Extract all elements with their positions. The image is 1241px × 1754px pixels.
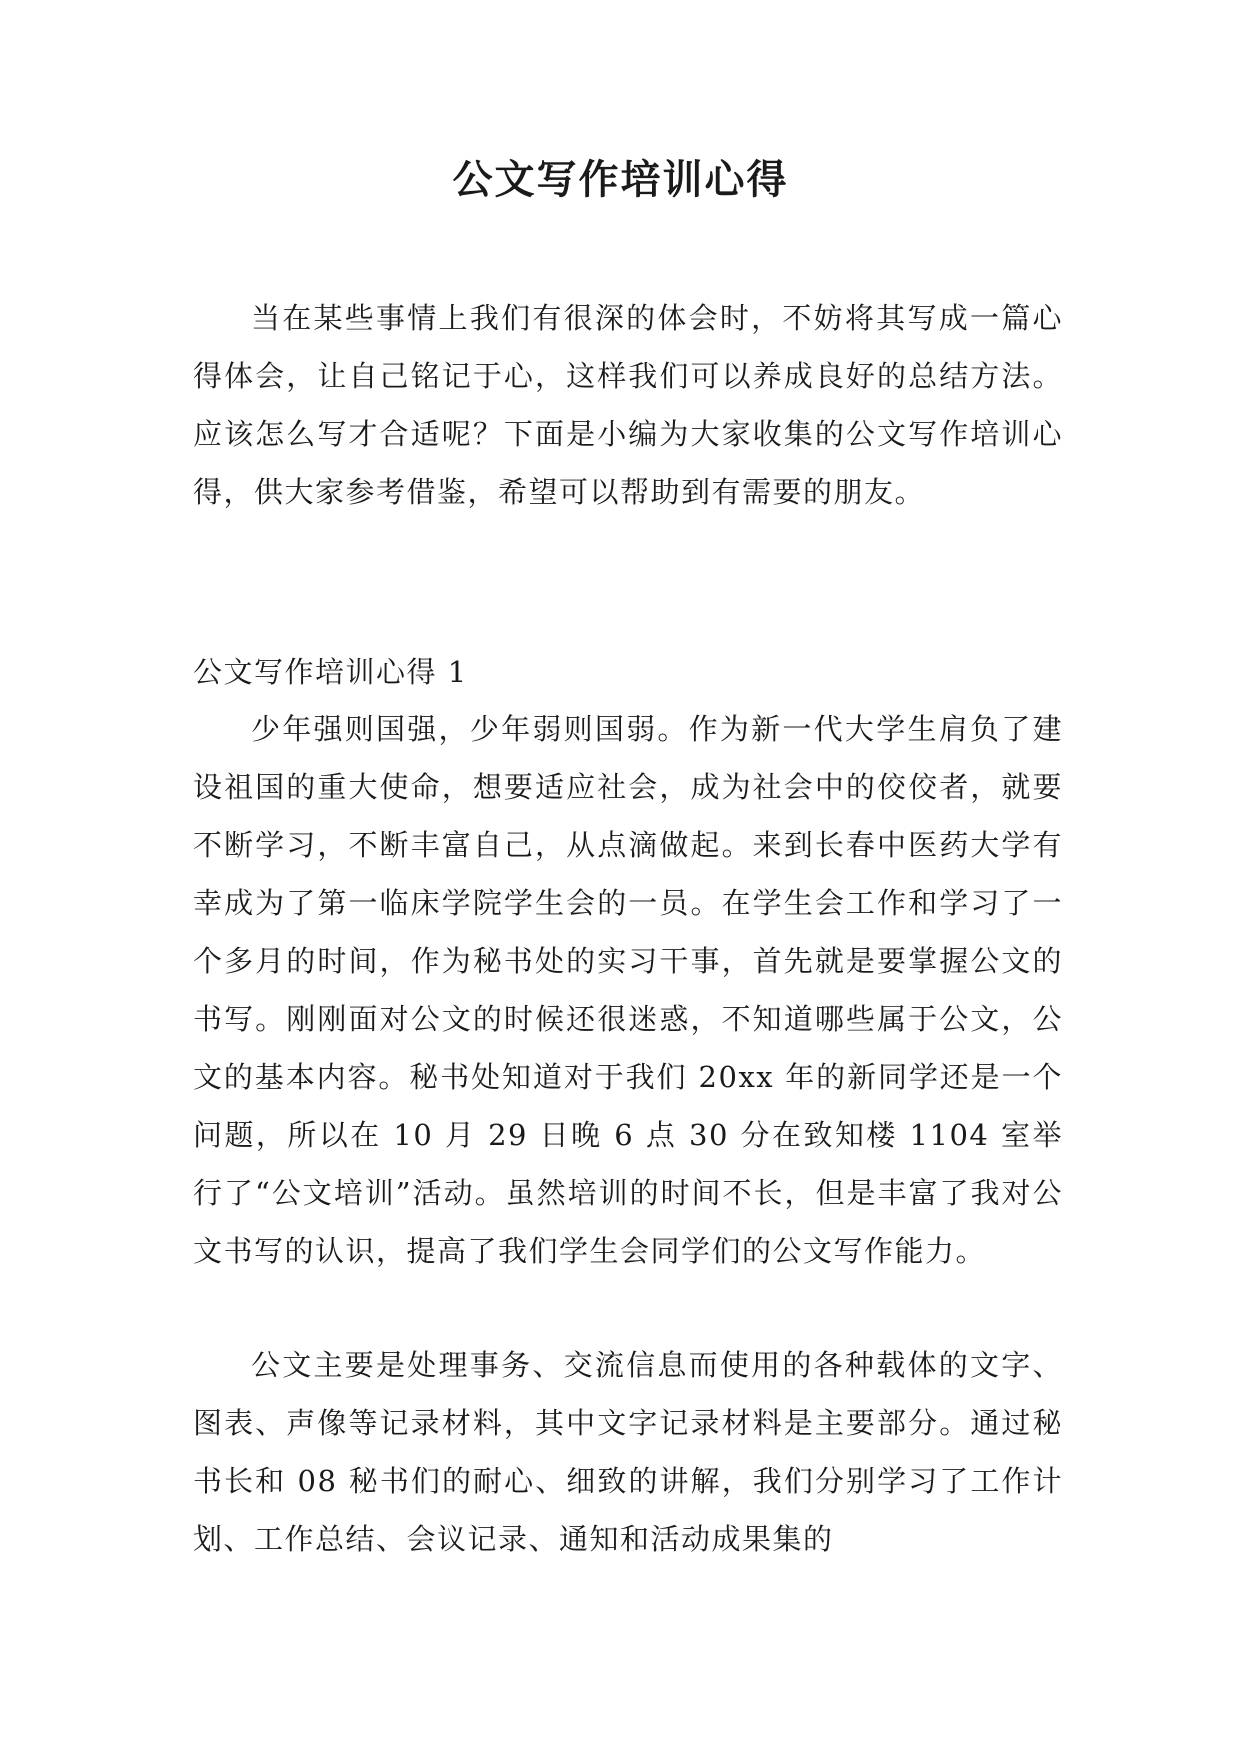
body-paragraph-2: 公文主要是处理事务、交流信息而使用的各种载体的文字、图表、声像等记录材料，其中文字记录材料是主要部分。通过秘书长和 08 秘书们的耐心、细致的讲解，我们分别学习了工作计划、工作总结、会议记录、通知和活动成果集的 <box>193 1348 1063 1556</box>
section-heading: 公文写作培训心得 1 <box>193 655 468 689</box>
intro-paragraph: 当在某些事情上我们有很深的体会时，不妨将其写成一篇心得体会，让自己铭记于心，这样我们可以养成良好的总结方法。应该怎么写才合适呢？下面是小编为大家收集的公文写作培训心得，供大家参考借鉴，希望可以帮助到有需要的朋友。 <box>193 301 1063 509</box>
body-paragraph-1: 少年强则国强，少年弱则国弱。作为新一代大学生肩负了建设祖国的重大使命，想要适应社会，成为社会中的佼佼者，就要不断学习，不断丰富自己，从点滴做起。来到长春中医药大学有幸成为了第一临床学院学生会的一员。在学生会工作和学习了一个多月的时间，作为秘书处的实习干事，首先就是要掌握公文的书写。刚刚面对公文的时候还很迷惑，不知道哪些属于公文，公文的基本内容。秘书处知道对于我们 20xx 年的新同学还是一个问题，所以在 10 月 29 日晚 6 点 30 分在致知楼 1104 室举行了“公文培训”活动。虽然培训的时间不长，但是丰富了我对公文书写的认识，提高了我们学生会同学们的公文写作能力。 <box>193 712 1063 1268</box>
document-title: 公文写作培训心得 <box>452 156 789 203</box>
